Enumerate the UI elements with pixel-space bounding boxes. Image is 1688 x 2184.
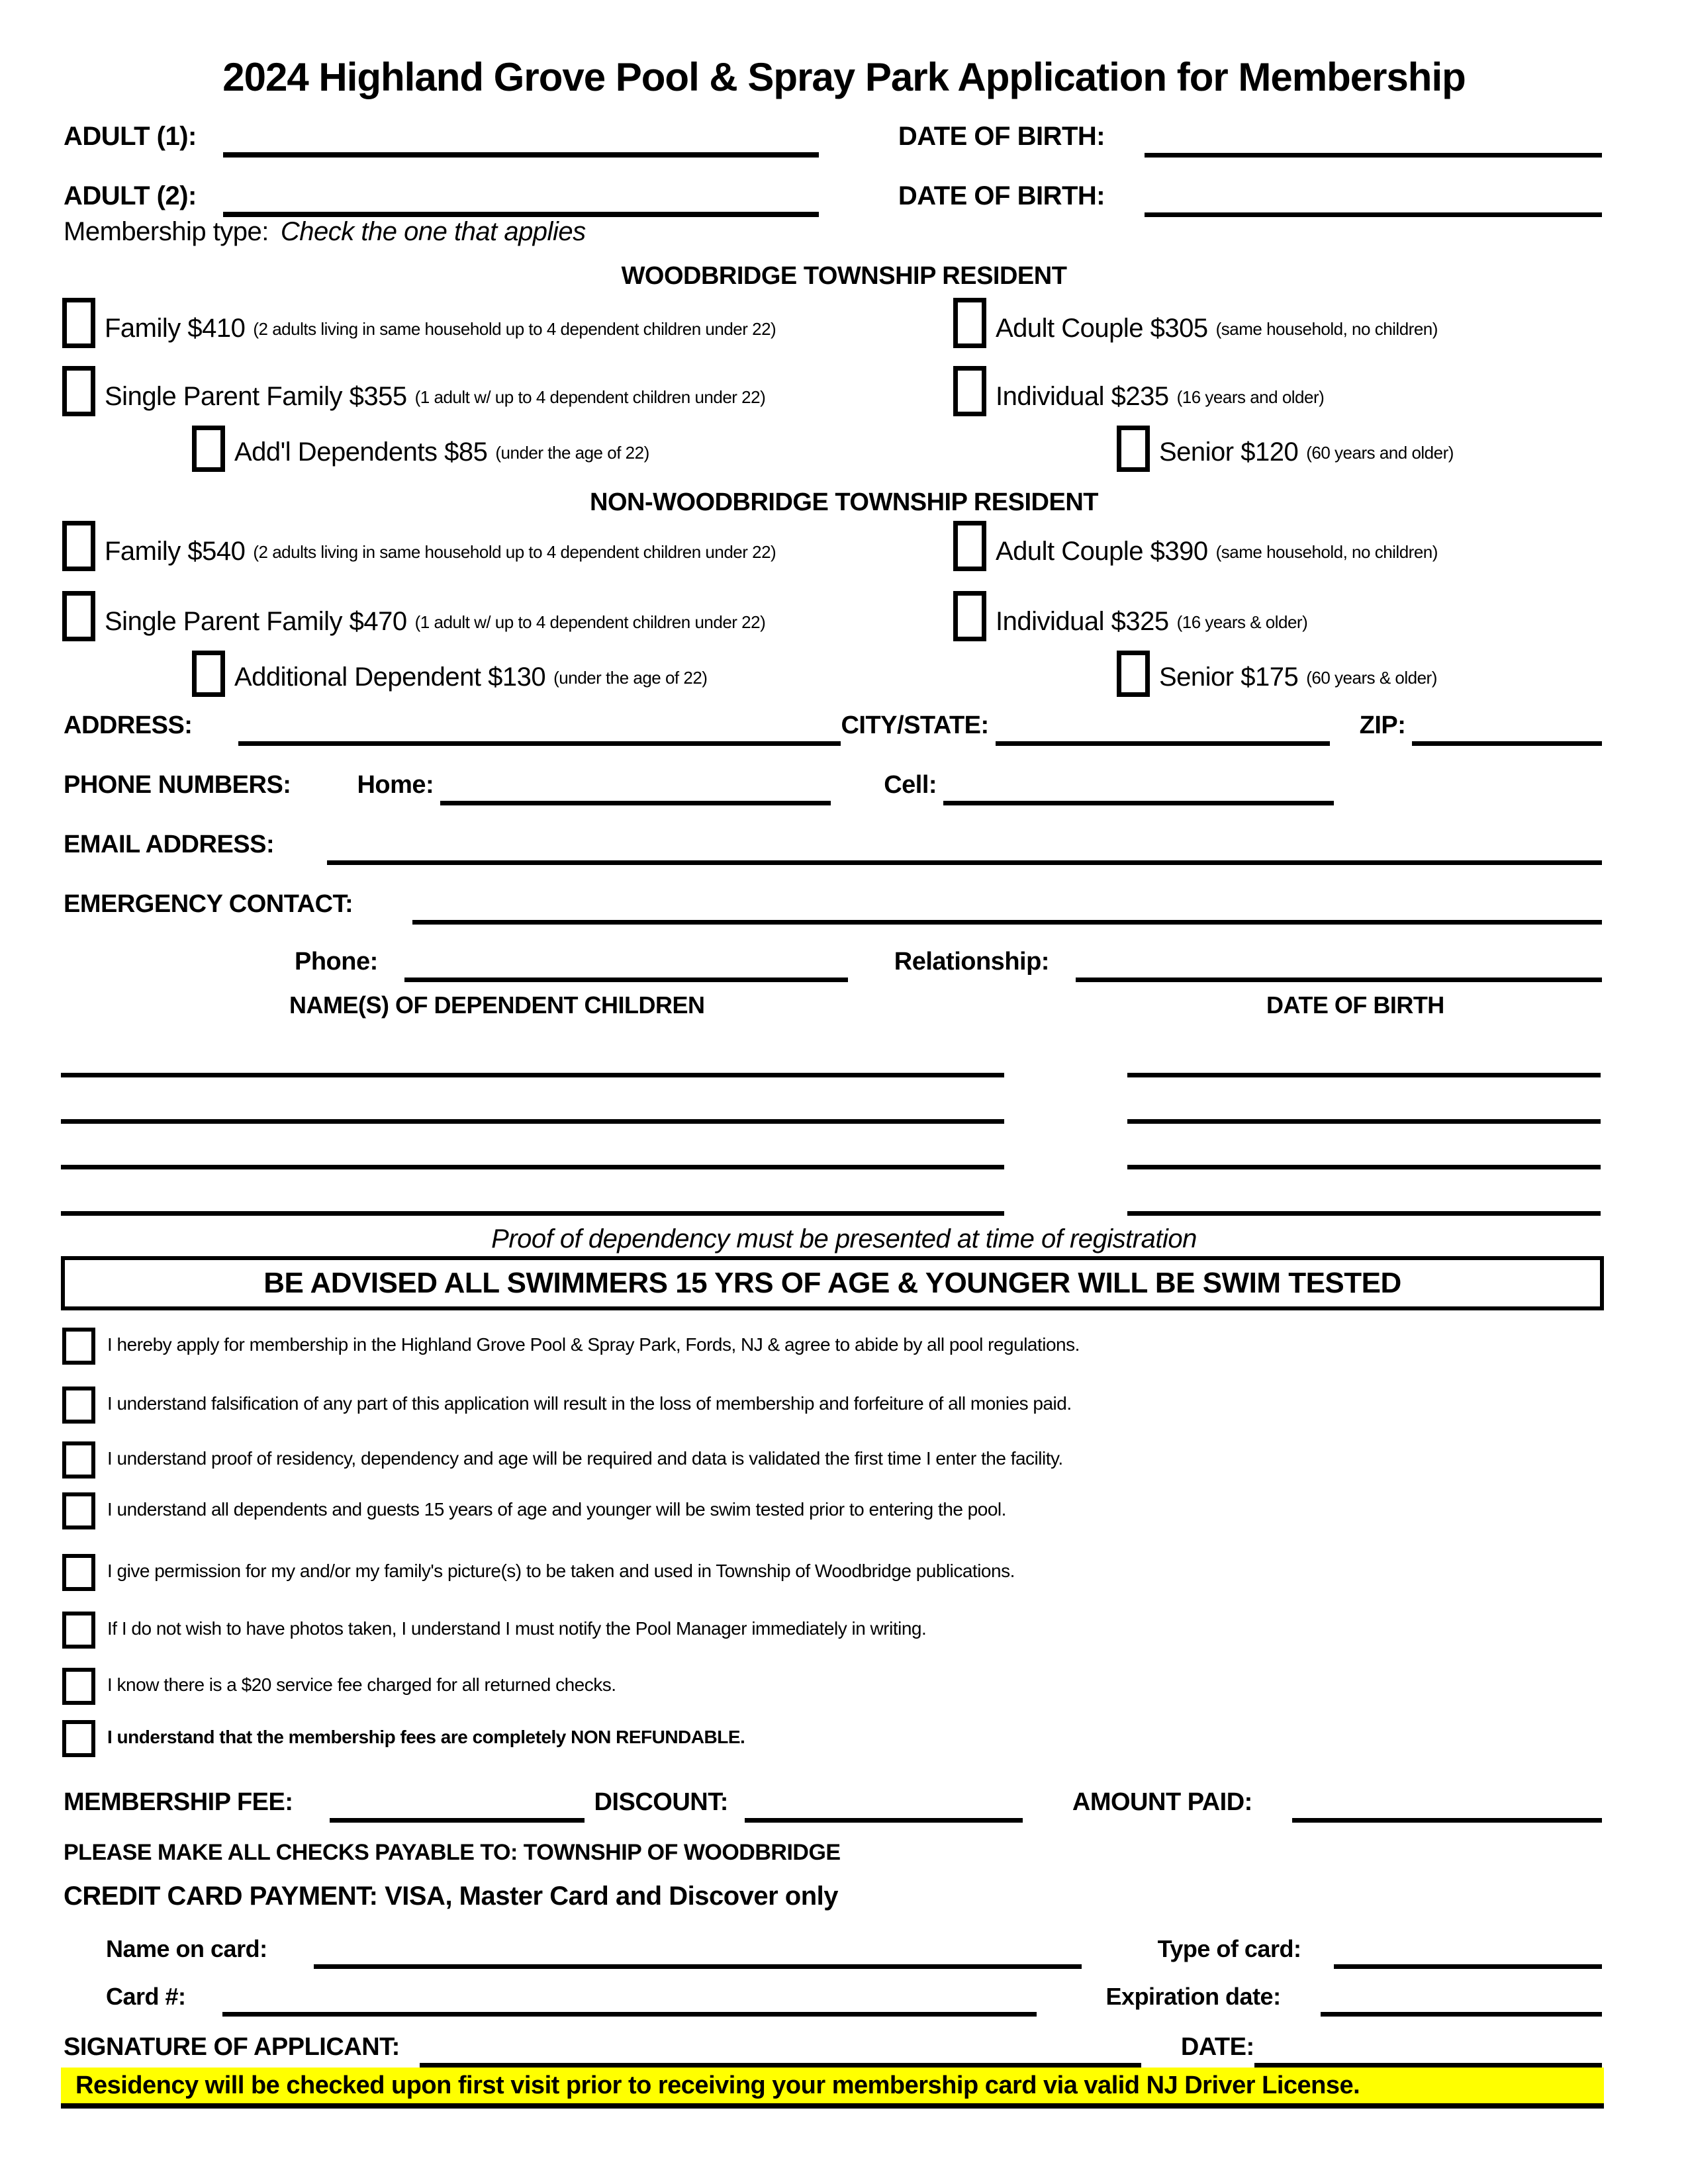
zip-line[interactable] bbox=[1412, 741, 1602, 746]
checkbox-wb-senior[interactable] bbox=[1117, 426, 1150, 472]
agreement-text: I understand proof of residency, dependency and age will be required and data is validated the first time I enter the facility. bbox=[107, 1448, 1063, 1469]
child-name-line-4[interactable] bbox=[61, 1211, 1004, 1216]
child-name-line-3[interactable] bbox=[61, 1165, 1004, 1169]
option-label: Individual $325 bbox=[996, 607, 1169, 636]
option-detail: (16 years and older) bbox=[1176, 387, 1325, 407]
option-detail: (1 adult w/ up to 4 dependent children under 22) bbox=[414, 612, 766, 632]
signature-date-label: DATE: bbox=[1180, 2033, 1254, 2061]
emergency-contact-line[interactable] bbox=[412, 920, 1602, 925]
signature-label: SIGNATURE OF APPLICANT: bbox=[64, 2033, 400, 2061]
checkbox-wb-individual[interactable] bbox=[953, 366, 986, 416]
page-title: 2024 Highland Grove Pool & Spray Park Application for Membership bbox=[222, 55, 1466, 99]
amount-paid-line[interactable] bbox=[1292, 1818, 1602, 1823]
checkbox-nw-individual[interactable] bbox=[953, 591, 986, 641]
child-dob-line-4[interactable] bbox=[1127, 1211, 1601, 1216]
membership-fee-label: MEMBERSHIP FEE: bbox=[64, 1788, 293, 1816]
membership-type-instruction: Check the one that applies bbox=[280, 217, 586, 246]
option-label: Single Parent Family $470 bbox=[105, 607, 407, 636]
checkbox-nw-adult-couple[interactable] bbox=[953, 521, 986, 571]
residency-notice bbox=[61, 2068, 1604, 2109]
email-row bbox=[0, 821, 1688, 865]
emergency-phone-row bbox=[0, 938, 1688, 982]
signature-date-line[interactable] bbox=[1254, 2063, 1602, 2068]
agreement-text: I understand that the membership fees are completely NON REFUNDABLE. bbox=[107, 1727, 745, 1748]
option-wb-senior bbox=[1117, 426, 1454, 472]
city-state-line[interactable] bbox=[996, 741, 1330, 746]
checkbox-agreement-3[interactable] bbox=[62, 1441, 95, 1479]
agreement-text: If I do not wish to have photos taken, I understand I must notify the Pool Manager immediately in writing. bbox=[107, 1618, 927, 1639]
fee-row bbox=[0, 1778, 1688, 1823]
relationship-line[interactable] bbox=[1076, 978, 1602, 982]
checkbox-wb-addl-dependents[interactable] bbox=[192, 426, 225, 472]
option-wb-addl-dependents bbox=[192, 426, 649, 472]
checkbox-wb-single-parent[interactable] bbox=[62, 366, 95, 416]
discount-line[interactable] bbox=[745, 1818, 1023, 1823]
agreement-row-5 bbox=[62, 1543, 1015, 1591]
address-label: ADDRESS: bbox=[64, 711, 193, 739]
emergency-phone-label: Phone: bbox=[295, 948, 378, 976]
checks-payable-note: PLEASE MAKE ALL CHECKS PAYABLE TO: TOWNSHIP OF WOODBRIDGE bbox=[64, 1840, 841, 1865]
checkbox-agreement-7[interactable] bbox=[62, 1668, 95, 1705]
checkbox-nw-additional-dependent[interactable] bbox=[192, 651, 225, 697]
checkbox-agreement-6[interactable] bbox=[62, 1612, 95, 1649]
phone-numbers-row bbox=[0, 761, 1688, 805]
option-detail: (same household, no children) bbox=[1215, 542, 1438, 562]
amount-paid-label: AMOUNT PAID: bbox=[1072, 1788, 1252, 1816]
membership-type-row bbox=[64, 218, 586, 245]
agreement-row-7 bbox=[62, 1657, 616, 1705]
option-detail: (16 years & older) bbox=[1176, 612, 1308, 632]
relationship-label: Relationship: bbox=[894, 948, 1049, 976]
option-label: Individual $235 bbox=[996, 382, 1169, 411]
adult2-row bbox=[0, 169, 1688, 217]
expiration-date-label: Expiration date: bbox=[1105, 1983, 1281, 2010]
cell-phone-label: Cell: bbox=[884, 771, 937, 799]
adult2-name-line[interactable] bbox=[223, 212, 819, 217]
agreement-text: I know there is a $20 service fee charged for all returned checks. bbox=[107, 1674, 616, 1696]
option-detail: (under the age of 22) bbox=[553, 668, 708, 688]
expiration-date-line[interactable] bbox=[1321, 2012, 1602, 2017]
option-label: Adult Couple $390 bbox=[996, 537, 1208, 566]
adult2-dob-line[interactable] bbox=[1145, 212, 1602, 217]
option-label: Adult Couple $305 bbox=[996, 314, 1208, 343]
swim-test-banner: BE ADVISED ALL SWIMMERS 15 YRS OF AGE & YOUNGER WILL BE SWIM TESTED bbox=[61, 1256, 1604, 1310]
option-label: Family $410 bbox=[105, 314, 246, 343]
agreement-row-1 bbox=[62, 1317, 1080, 1365]
name-on-card-row bbox=[0, 1926, 1688, 1969]
agreement-text: I understand all dependents and guests 15 years of age and younger will be swim tested prior to entering the pool. bbox=[107, 1499, 1006, 1520]
checkbox-wb-family[interactable] bbox=[62, 298, 95, 348]
agreement-row-2 bbox=[62, 1376, 1072, 1424]
card-number-row bbox=[0, 1974, 1688, 2017]
option-nw-family bbox=[62, 521, 776, 571]
membership-fee-line[interactable] bbox=[330, 1818, 585, 1823]
child-dob-line-1[interactable] bbox=[1127, 1073, 1601, 1077]
residency-notice-text: Residency will be checked upon first visit prior to receiving your membership card via valid NJ Driver License. bbox=[75, 2071, 1360, 2099]
address-row bbox=[0, 702, 1688, 746]
option-detail: (60 years & older) bbox=[1306, 668, 1437, 688]
option-label: Single Parent Family $355 bbox=[105, 382, 407, 411]
checkbox-agreement-4[interactable] bbox=[62, 1492, 95, 1529]
adult1-row bbox=[0, 113, 1688, 158]
signature-row bbox=[0, 2023, 1688, 2068]
home-phone-label: Home: bbox=[357, 771, 434, 799]
adult2-dob-label: DATE OF BIRTH: bbox=[898, 181, 1105, 210]
checkbox-agreement-5[interactable] bbox=[62, 1554, 95, 1591]
type-of-card-label: Type of card: bbox=[1157, 1935, 1301, 1962]
email-label: EMAIL ADDRESS: bbox=[64, 831, 275, 858]
agreement-text: I hereby apply for membership in the Highland Grove Pool & Spray Park, Fords, NJ & agree to abide by all pool regulations. bbox=[107, 1334, 1080, 1355]
option-nw-individual bbox=[953, 591, 1307, 641]
option-detail: (under the age of 22) bbox=[495, 443, 649, 463]
proof-of-dependency-note: Proof of dependency must be presented at time of registration bbox=[491, 1224, 1197, 1253]
emergency-contact-label: EMERGENCY CONTACT: bbox=[64, 890, 353, 918]
checkbox-nw-family[interactable] bbox=[62, 521, 95, 571]
woodbridge-heading: WOODBRIDGE TOWNSHIP RESIDENT bbox=[621, 262, 1067, 290]
child-name-line-2[interactable] bbox=[61, 1119, 1004, 1124]
child-dob-line-3[interactable] bbox=[1127, 1165, 1601, 1169]
phone-numbers-label: PHONE NUMBERS: bbox=[64, 771, 291, 799]
discount-label: DISCOUNT: bbox=[594, 1788, 728, 1816]
option-wb-individual bbox=[953, 366, 1324, 416]
agreement-text: I understand falsification of any part of this application will result in the loss of membership and forfeiture of all monies paid. bbox=[107, 1393, 1072, 1414]
checkbox-agreement-8[interactable] bbox=[62, 1720, 95, 1757]
card-number-line[interactable] bbox=[222, 2012, 1037, 2017]
adult2-label: ADULT (2): bbox=[64, 181, 197, 210]
option-nw-additional-dependent bbox=[192, 651, 707, 697]
child-name-line-1[interactable] bbox=[61, 1073, 1004, 1077]
checkbox-wb-adult-couple[interactable] bbox=[953, 298, 986, 348]
emergency-phone-line[interactable] bbox=[404, 978, 848, 982]
option-detail: (1 adult w/ up to 4 dependent children under 22) bbox=[414, 387, 766, 407]
option-label: Family $540 bbox=[105, 537, 246, 566]
adult1-name-line[interactable] bbox=[223, 152, 819, 158]
type-of-card-line[interactable] bbox=[1334, 1964, 1602, 1969]
name-on-card-label: Name on card: bbox=[106, 1935, 267, 1962]
option-wb-adult-couple bbox=[953, 298, 1438, 348]
option-detail: (2 adults living in same household up to 4 dependent children under 22) bbox=[253, 319, 776, 339]
adult1-dob-label: DATE OF BIRTH: bbox=[898, 122, 1105, 151]
option-nw-senior bbox=[1117, 651, 1437, 697]
checkbox-nw-single-parent[interactable] bbox=[62, 591, 95, 641]
child-dob-line-2[interactable] bbox=[1127, 1119, 1601, 1124]
signature-line[interactable] bbox=[420, 2063, 1141, 2068]
option-detail: (60 years and older) bbox=[1306, 443, 1454, 463]
membership-type-label: Membership type: bbox=[64, 217, 269, 246]
cell-phone-line[interactable] bbox=[943, 801, 1334, 805]
option-label: Add'l Dependents $85 bbox=[234, 437, 488, 467]
option-detail: (2 adults living in same household up to 4 dependent children under 22) bbox=[253, 542, 776, 562]
emergency-contact-row bbox=[0, 880, 1688, 925]
agreement-row-3 bbox=[62, 1431, 1063, 1479]
email-line[interactable] bbox=[327, 860, 1602, 865]
option-wb-single-parent bbox=[62, 366, 765, 416]
agreement-row-8 bbox=[62, 1709, 745, 1757]
home-phone-line[interactable] bbox=[440, 801, 831, 805]
card-number-label: Card #: bbox=[106, 1983, 186, 2010]
address-line[interactable] bbox=[238, 741, 841, 746]
name-on-card-line[interactable] bbox=[314, 1964, 1082, 1969]
option-label: Senior $175 bbox=[1159, 662, 1299, 692]
option-nw-single-parent bbox=[62, 591, 765, 641]
checkbox-nw-senior[interactable] bbox=[1117, 651, 1150, 697]
children-dob-heading: DATE OF BIRTH bbox=[1266, 991, 1444, 1019]
option-nw-adult-couple bbox=[953, 521, 1438, 571]
checkbox-agreement-2[interactable] bbox=[62, 1387, 95, 1424]
non-woodbridge-heading: NON-WOODBRIDGE TOWNSHIP RESIDENT bbox=[590, 488, 1098, 516]
option-wb-family bbox=[62, 298, 776, 348]
children-names-heading: NAME(S) OF DEPENDENT CHILDREN bbox=[289, 991, 705, 1019]
credit-card-note: CREDIT CARD PAYMENT: VISA, Master Card and Discover only bbox=[64, 1882, 839, 1911]
adult1-label: ADULT (1): bbox=[64, 122, 197, 151]
option-label: Additional Dependent $130 bbox=[234, 662, 546, 692]
agreement-text: I give permission for my and/or my family's picture(s) to be taken and used in Township of Woodbridge publications. bbox=[107, 1561, 1015, 1582]
agreement-row-4 bbox=[62, 1482, 1006, 1529]
option-detail: (same household, no children) bbox=[1215, 319, 1438, 339]
checkbox-agreement-1[interactable] bbox=[62, 1328, 95, 1365]
option-label: Senior $120 bbox=[1159, 437, 1299, 467]
city-state-label: CITY/STATE: bbox=[841, 711, 989, 739]
adult1-dob-line[interactable] bbox=[1145, 153, 1602, 158]
zip-label: ZIP: bbox=[1359, 711, 1406, 739]
agreement-row-6 bbox=[62, 1601, 926, 1649]
